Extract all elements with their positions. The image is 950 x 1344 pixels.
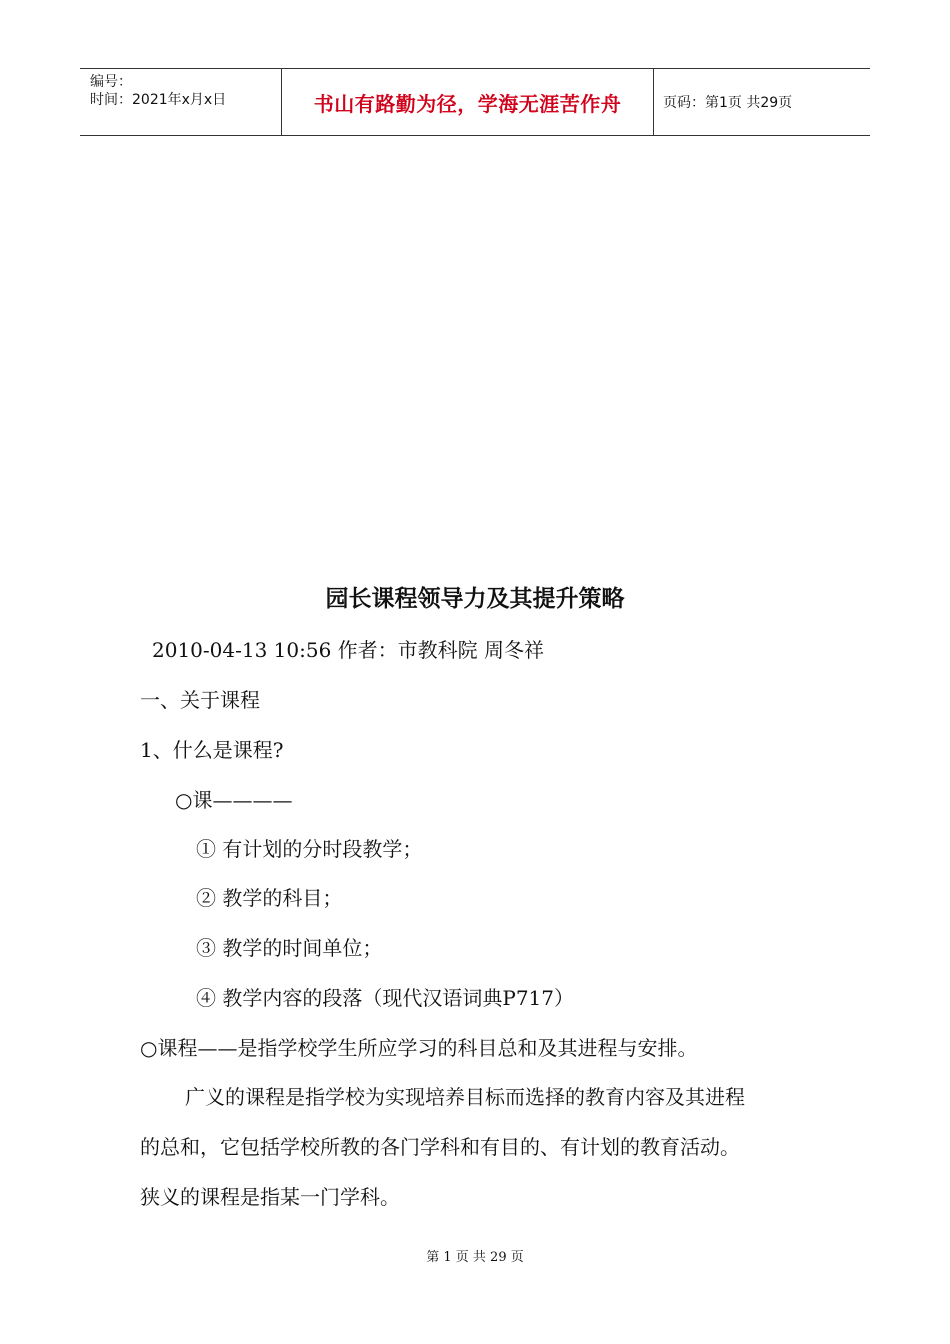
motto: 书山有路勤为径，学海无涯苦作舟 bbox=[313, 91, 622, 116]
header-meta-cell bbox=[80, 69, 282, 135]
section-heading: 一、关于课程 bbox=[140, 688, 260, 712]
kecheng-definition: ○课程——是指学校学生所应学习的科目总和及其进程与安排。 bbox=[140, 1036, 698, 1060]
narrow-definition-line: 狭义的课程是指某一门学科。 bbox=[140, 1185, 400, 1209]
ke-heading: ○课———— bbox=[175, 788, 293, 812]
number-label: 编号： bbox=[90, 74, 132, 90]
time-label: 时间：2021年x月x日 bbox=[90, 92, 227, 108]
header-page-cell bbox=[654, 69, 870, 135]
header-motto-cell bbox=[282, 69, 654, 135]
ke-item-3: ③ 教学的时间单位； bbox=[196, 936, 383, 960]
page-footer: 第 1 页 共 29 页 bbox=[426, 1250, 524, 1265]
question-heading: 1、什么是课程? bbox=[140, 738, 284, 762]
document-title: 园长课程领导力及其提升策略 bbox=[325, 586, 625, 612]
broad-definition-line-2: 的总和，它包括学校所教的各门学科和有目的、有计划的教育活动。 bbox=[140, 1135, 740, 1159]
ke-item-2: ② 教学的科目； bbox=[196, 886, 343, 910]
ke-item-1: ① 有计划的分时段教学； bbox=[196, 837, 423, 861]
broad-definition-line-1: 广义的课程是指学校为实现培养目标而选择的教育内容及其进程 bbox=[185, 1085, 745, 1109]
ke-item-4: ④ 教学内容的段落（现代汉语词典P717） bbox=[196, 986, 574, 1010]
header-table bbox=[80, 68, 870, 136]
document-meta: 2010-04-13 10:56 作者：市教科院 周冬祥 bbox=[152, 638, 545, 662]
page-info: 页码：第1页 共29页 bbox=[663, 95, 793, 111]
